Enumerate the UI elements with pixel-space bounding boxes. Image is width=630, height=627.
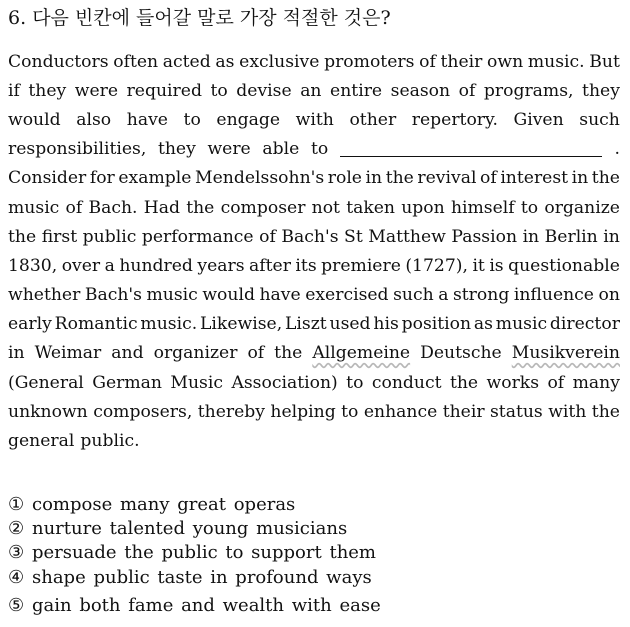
- passage-word: the: [8, 226, 37, 247]
- passage-word: influence: [513, 285, 594, 306]
- passage-word: music: [8, 197, 60, 218]
- passage-word: enhance: [363, 401, 438, 422]
- passage-word: the: [186, 197, 215, 218]
- passage-word: public: [82, 226, 137, 247]
- passage-word: they: [28, 80, 67, 101]
- passage-word: early: [8, 314, 52, 335]
- passage-word: also: [76, 109, 112, 130]
- passage-word: questionable: [508, 255, 620, 276]
- passage-word: to: [341, 401, 359, 422]
- passage-word: position: [401, 314, 472, 335]
- passage-word: own: [487, 51, 524, 72]
- passage-word: Berlin: [544, 226, 598, 247]
- passage-word: unknown: [8, 401, 88, 422]
- passage-word: on: [598, 285, 620, 306]
- option-text: shape public taste in profound ways: [32, 566, 372, 588]
- answer-option[interactable]: [8, 593, 381, 617]
- option-text: nurture talented young musicians: [32, 517, 348, 539]
- passage-line: [8, 426, 620, 455]
- option-marker: ⑤: [8, 594, 25, 616]
- passage-word: the: [449, 372, 479, 393]
- option-marker: ③: [8, 542, 25, 564]
- passage-word: Weimar: [34, 343, 102, 364]
- passage-word: the: [591, 168, 620, 189]
- passage-word: works: [486, 372, 540, 393]
- passage-word: public.: [80, 431, 140, 452]
- passage-word: an: [300, 80, 322, 101]
- passage-word: in: [8, 343, 25, 364]
- passage-line: [8, 368, 620, 397]
- passage-word: But: [589, 51, 620, 72]
- passage: [8, 47, 620, 456]
- passage-word: of: [419, 51, 436, 72]
- passage-word: role: [327, 168, 362, 189]
- passage-word: music: [146, 285, 198, 306]
- passage-word: himself: [450, 197, 515, 218]
- passage-line: [8, 76, 620, 105]
- passage-word: with: [548, 401, 587, 422]
- passage-word: as: [215, 51, 235, 72]
- passage-word: used: [329, 314, 371, 335]
- passage-word: acted: [162, 51, 211, 72]
- passage-word: in: [365, 168, 383, 189]
- passage-word: and: [111, 343, 144, 364]
- passage-word: of: [259, 226, 276, 247]
- passage-word: Deutsche: [420, 343, 502, 364]
- option-marker: ④: [8, 566, 25, 588]
- passage-word: season: [390, 80, 451, 101]
- passage-word: composers,: [93, 401, 193, 422]
- passage-line: [8, 47, 620, 76]
- passage-word: (General: [8, 372, 84, 393]
- passage-word: example: [118, 168, 192, 189]
- answer-option[interactable]: [8, 541, 381, 565]
- passage-word: have: [126, 109, 168, 130]
- passage-word: revival: [417, 168, 477, 189]
- passage-word: engage: [216, 109, 281, 130]
- passage-word: thereby: [197, 401, 265, 422]
- passage-word: their: [440, 51, 483, 72]
- passage-word: devise: [236, 80, 292, 101]
- passage-line: [8, 251, 620, 280]
- passage-word: they: [582, 80, 620, 101]
- passage-word: responsibilities,: [8, 139, 147, 160]
- passage-word: composer: [220, 197, 306, 218]
- passage-word: of: [247, 343, 265, 364]
- passage-word: many: [572, 372, 620, 393]
- passage-word: the: [591, 401, 620, 422]
- answer-option[interactable]: [8, 492, 381, 516]
- passage-word: music: [495, 314, 548, 335]
- passage-word: music.: [527, 51, 585, 72]
- passage-word: over: [61, 255, 101, 276]
- passage-word: in: [603, 226, 620, 247]
- passage-word: exercised: [305, 285, 389, 306]
- passage-word: would: [8, 109, 61, 130]
- passage-word: a: [104, 255, 115, 276]
- passage-word: Allgemeine: [312, 343, 411, 364]
- passage-word: whether: [8, 285, 81, 306]
- passage-word: years: [197, 255, 245, 276]
- question-title: [8, 5, 391, 31]
- passage-word: premiere: [321, 255, 401, 276]
- passage-word: Given: [513, 109, 564, 130]
- passage-word: such: [393, 285, 434, 306]
- passage-word: Matthew: [368, 226, 446, 247]
- passage-word: their: [442, 401, 485, 422]
- passage-word: of: [547, 372, 565, 393]
- passage-word: helping: [270, 401, 336, 422]
- option-text: persuade the public to support them: [32, 542, 377, 564]
- passage-word: interest: [500, 168, 569, 189]
- passage-line: [8, 397, 620, 426]
- passage-word: were: [74, 80, 119, 101]
- passage-word: entire: [330, 80, 383, 101]
- passage-word: able: [262, 139, 300, 160]
- option-marker: ②: [8, 517, 25, 539]
- passage-word: Music: [170, 372, 224, 393]
- passage-word: to: [310, 139, 329, 160]
- passage-word: exclusive: [239, 51, 320, 72]
- answer-options: [8, 492, 381, 617]
- passage-word: of: [480, 168, 497, 189]
- passage-word: Bach's: [281, 226, 339, 247]
- passage-word: Had: [143, 197, 180, 218]
- passage-word: its: [295, 255, 317, 276]
- passage-word: to: [520, 197, 539, 218]
- passage-word: promoters: [324, 51, 415, 72]
- passage-word: such: [579, 109, 620, 130]
- passage-word: first: [41, 226, 78, 247]
- passage-word: 1830,: [8, 255, 58, 276]
- passage-word: in: [571, 168, 589, 189]
- passage-word: his: [373, 314, 399, 335]
- passage-word: required: [126, 80, 202, 101]
- passage-word: Passion: [451, 226, 518, 247]
- passage-word: of: [65, 197, 83, 218]
- passage-word: of: [458, 80, 476, 101]
- passage-line: [8, 281, 620, 310]
- passage-word: Association): [231, 372, 338, 393]
- question-prompt: 다음 빈칸에 들어갈 말로 가장 적절한 것은?: [32, 7, 391, 29]
- passage-word: Bach.: [88, 197, 138, 218]
- passage-word: Romantic: [54, 314, 138, 335]
- passage-line: [8, 135, 620, 164]
- passage-word: as: [473, 314, 493, 335]
- passage-word: have: [259, 285, 301, 306]
- passage-word: the: [274, 343, 303, 364]
- passage-word: Musikverein: [511, 343, 620, 364]
- passage-word: the: [385, 168, 414, 189]
- passage-word: St: [344, 226, 363, 247]
- passage-word: music.: [140, 314, 198, 335]
- passage-word: upon: [401, 197, 445, 218]
- passage-word: to: [346, 372, 364, 393]
- passage-word: for: [89, 168, 115, 189]
- passage-line: [8, 222, 620, 251]
- passage-word: programs,: [483, 80, 574, 101]
- passage-line: [8, 164, 620, 193]
- passage-word: taken: [346, 197, 395, 218]
- passage-line: [8, 105, 620, 134]
- answer-blank: [340, 142, 602, 157]
- passage-line: [8, 339, 620, 368]
- answer-option[interactable]: [8, 565, 381, 589]
- passage-word: they: [157, 139, 196, 160]
- question-number: 6.: [8, 7, 27, 29]
- option-text: compose many great operas: [32, 493, 296, 515]
- passage-word: (1727),: [405, 255, 468, 276]
- passage-word: performance: [141, 226, 254, 247]
- passage-word: would: [202, 285, 255, 306]
- passage-word: were: [207, 139, 251, 160]
- passage-word: Bach's: [84, 285, 142, 306]
- passage-line: [8, 310, 620, 339]
- passage-word: if: [8, 80, 20, 101]
- passage-word: in: [522, 226, 540, 247]
- passage-word: with: [295, 109, 334, 130]
- option-marker: ①: [8, 493, 25, 515]
- passage-word: Liszt: [284, 314, 327, 335]
- passage-word: it: [472, 255, 485, 276]
- passage-word: is: [489, 255, 504, 276]
- passage-word: not: [311, 197, 340, 218]
- passage-line: [8, 193, 620, 222]
- passage-word: organizer: [153, 343, 238, 364]
- passage-word: repertory.: [411, 109, 498, 130]
- passage-word: conduct: [371, 372, 442, 393]
- passage-word: Mendelssohn's: [195, 168, 325, 189]
- passage-word: after: [249, 255, 291, 276]
- passage-word: Conductors: [8, 51, 109, 72]
- passage-word: to: [183, 109, 201, 130]
- passage-word: .: [614, 139, 620, 160]
- passage-word: German: [92, 372, 162, 393]
- passage-word: hundred: [119, 255, 193, 276]
- passage-word: status: [489, 401, 543, 422]
- passage-word: to: [210, 80, 228, 101]
- passage-word: other: [349, 109, 397, 130]
- passage-word: Likewise,: [200, 314, 283, 335]
- passage-word: often: [113, 51, 159, 72]
- option-text: gain both fame and wealth with ease: [32, 594, 381, 616]
- passage-word: a: [438, 285, 449, 306]
- passage-word: organize: [544, 197, 620, 218]
- passage-word: general: [8, 431, 75, 452]
- passage-word: strong: [452, 285, 510, 306]
- answer-option[interactable]: [8, 516, 381, 540]
- passage-word: director: [549, 314, 620, 335]
- passage-word: Consider: [8, 168, 87, 189]
